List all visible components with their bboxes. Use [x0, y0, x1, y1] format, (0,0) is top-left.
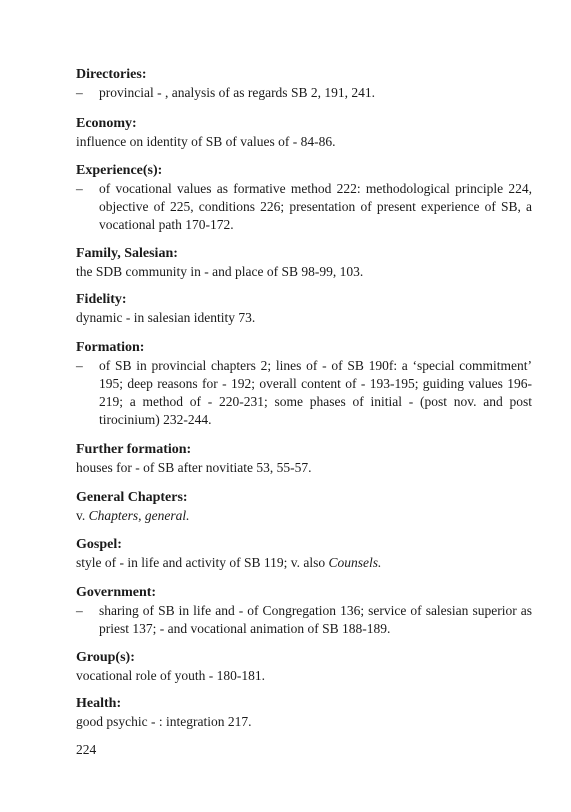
index-entry-family-salesian [76, 245, 532, 281]
index-entry-further-formation [76, 441, 532, 477]
index-entry-text: influence on identity of SB of values of - 84-86. [76, 134, 336, 149]
dash-bullet: – [76, 603, 83, 618]
cross-reference: Chapters, general. [88, 508, 190, 523]
index-entry-text: provincial - , analysis of as regards SB 2, 191, 241. [99, 85, 375, 100]
dash-bullet: – [76, 358, 83, 373]
index-heading: Directories: [76, 67, 147, 82]
index-heading: Gospel: [76, 537, 122, 552]
index-entry-text: houses for - of SB after novitiate 53, 55-57. [76, 460, 312, 475]
index-entry-text: v. [76, 508, 89, 523]
index-entry-text: good psychic - : integration 217. [76, 714, 252, 729]
index-heading: Formation: [76, 340, 145, 355]
index-entry-directories [76, 66, 532, 102]
index-entry-health [76, 695, 532, 731]
index-entry-gospel [76, 536, 532, 572]
index-heading: Experience(s): [76, 163, 163, 178]
index-heading: Group(s): [76, 650, 135, 665]
page-number: 224 [76, 742, 97, 757]
index-entry-fidelity [76, 291, 532, 327]
index-heading: Government: [76, 585, 157, 600]
dash-bullet: – [76, 85, 83, 100]
index-heading: Health: [76, 696, 122, 711]
index-entry-economy [76, 115, 532, 151]
index-entry-text: style of - in life and activity of SB 119; v. also [76, 555, 329, 570]
index-entry-formation [76, 339, 532, 429]
index-entry-text: sharing of SB in life and - of Congregation 136; service of salesian superior as priest 137; - and vocational animation of SB 188-189. [99, 603, 532, 636]
index-entry-text: vocational role of youth - 180-181. [76, 668, 265, 683]
index-heading: Family, Salesian: [76, 246, 178, 261]
index-entry-general-chapters [76, 489, 532, 525]
index-entry-experiences [76, 162, 532, 234]
index-heading: Further formation: [76, 442, 192, 457]
index-entry-text: dynamic - in salesian identity 73. [76, 310, 256, 325]
index-heading: General Chapters: [76, 490, 188, 505]
index-heading: Fidelity: [76, 292, 127, 307]
index-entry-text: of SB in provincial chapters 2; lines of - of SB 190f: a ‘special commitment’ 195; deep reasons for - 192; overall content of - 193-195; guiding values 196-219; a method of - 220-231; some phases of initial - (post nov. and post tirocinium) 232-244. [99, 358, 532, 427]
index-entry-groups [76, 649, 532, 685]
index-entry-text: of vocational values as formative method 222: methodological principle 224, objective of 225, conditions 226; presentation of present experience of SB, a vocational path 170-172. [99, 181, 532, 232]
index-heading: Economy: [76, 116, 137, 131]
cross-reference: Counsels. [328, 555, 382, 570]
index-entry-government [76, 584, 532, 638]
index-entry-text: the SDB community in - and place of SB 98-99, 103. [76, 264, 364, 279]
dash-bullet: – [76, 181, 83, 196]
